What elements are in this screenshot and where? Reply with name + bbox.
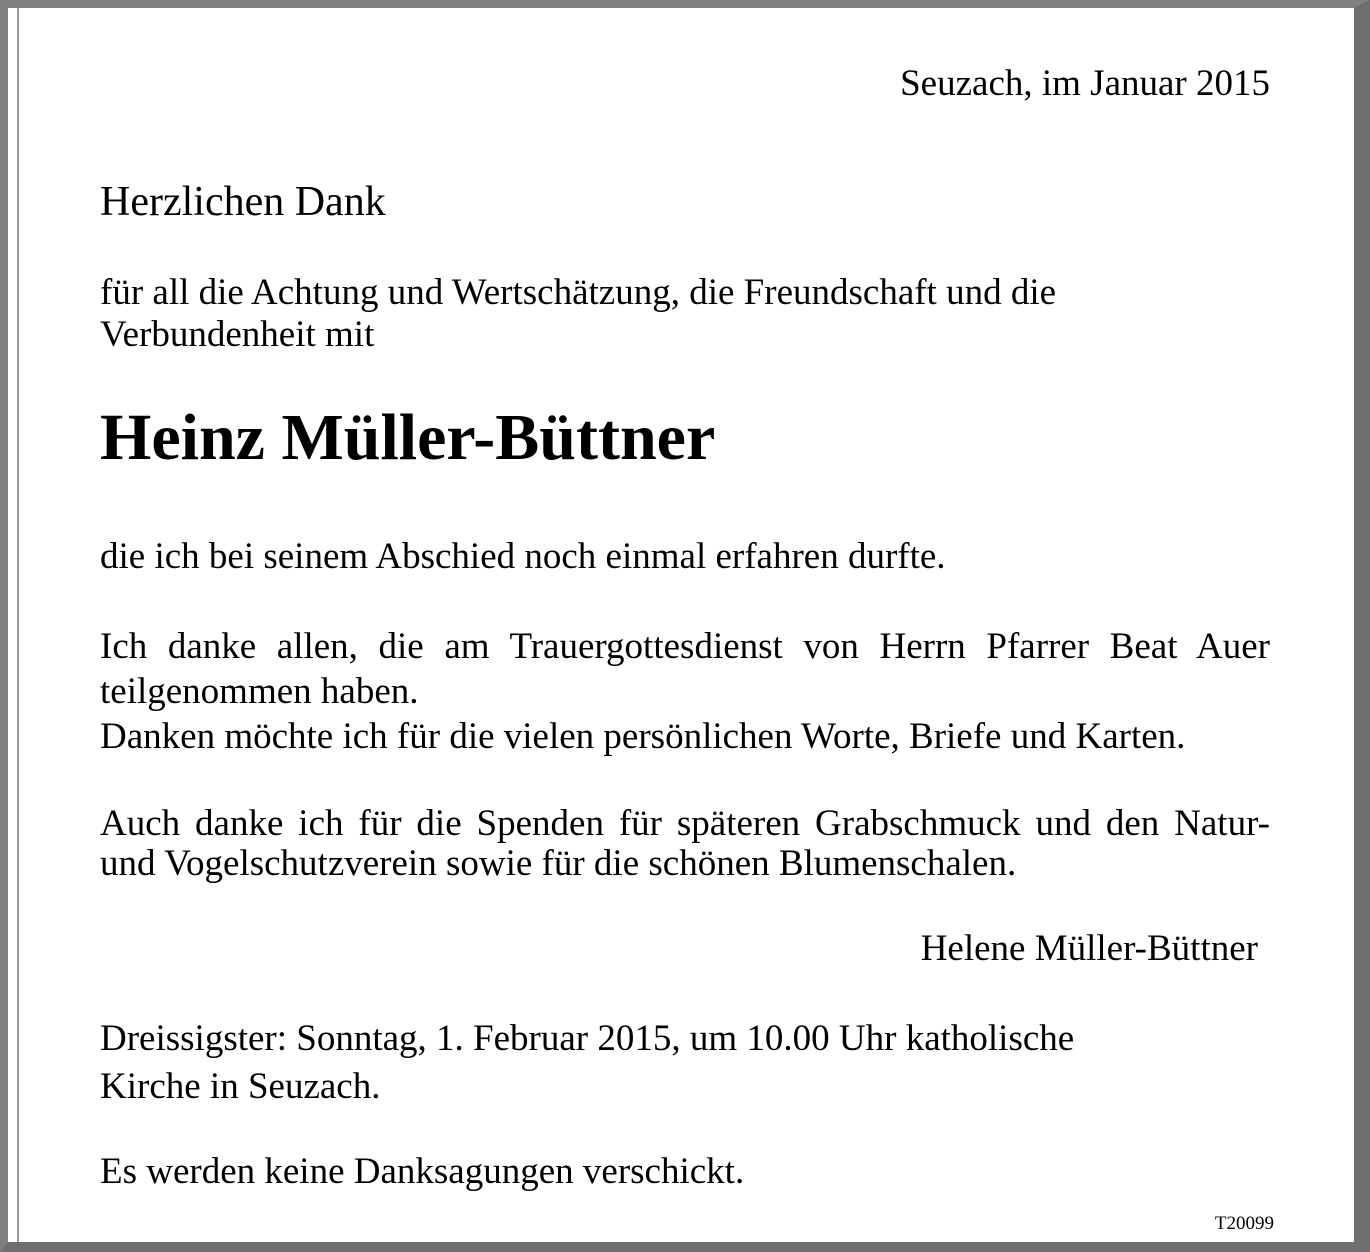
- memorial-service-info: [100, 1015, 1270, 1111]
- closing-note: Es werden keine Danksagungen verschickt.: [100, 1151, 745, 1192]
- intro-line-1: für all die Achtung und Wertschätzung, die Freundschaft und die: [100, 272, 1057, 313]
- paragraph-service-thanks: Ich danke allen, die am Trauergottesdienst von Herrn Pfarrer Beat Auer teilgenommen haben.: [100, 626, 1270, 712]
- deceased-name: Heinz Müller-Büttner: [100, 401, 716, 474]
- paragraph-letters-thanks: Danken möchte ich für die vielen persönlichen Worte, Briefe und Karten.: [100, 716, 1186, 757]
- memorial-line-2: Kirche in Seuzach.: [100, 1066, 381, 1107]
- reference-code: T20099: [1214, 1213, 1274, 1234]
- intro-text: [100, 272, 1270, 356]
- after-name-text: die ich bei seinem Abschied noch einmal erfahren durfte.: [100, 536, 946, 577]
- place-date: Seuzach, im Januar 2015: [900, 63, 1270, 104]
- frame-inner-rule: [17, 8, 19, 1242]
- signature: Helene Müller-Büttner: [920, 928, 1258, 969]
- intro-line-2: Verbundenheit mit: [100, 314, 375, 355]
- thanks-heading: Herzlichen Dank: [100, 179, 386, 225]
- memorial-line-1: Dreissigster: Sonntag, 1. Februar 2015, um 10.00 Uhr katholische: [100, 1018, 1075, 1059]
- paragraph-donations-thanks: Auch danke ich für die Spenden für späteren Grabschmuck und den Natur- und Vogelschutzverein sowie für die schönen Blumenschalen.: [100, 803, 1270, 884]
